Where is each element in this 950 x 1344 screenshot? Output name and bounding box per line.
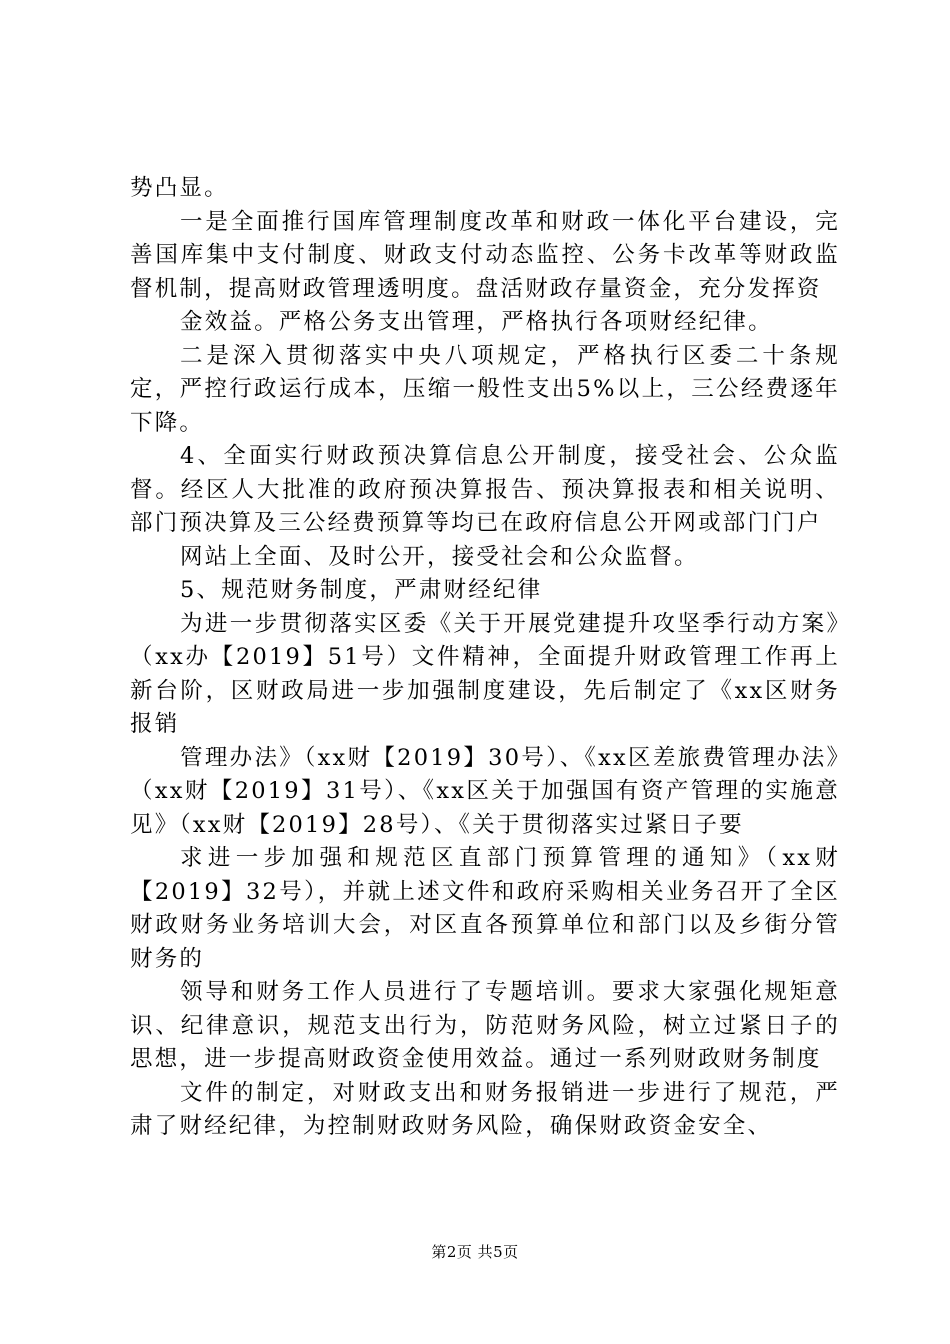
page-number-label: 第2页 共5页 <box>431 1243 519 1261</box>
paragraph-12: 文件的制定，对财政支出和财务报销进一步进行了规范，严肃了财经纪律，为控制财政财务风险，确保财政资金安全、 <box>130 1079 840 1139</box>
paragraph-10: 求进一步加强和规范区直部门预算管理的通知》（xx财【2019】32号），并就上述文件和政府采购相关业务召开了全区财政财务业务培训大会，对区直各预算单位和部门以及乡街分管财务的 <box>130 845 840 972</box>
paragraph-11: 领导和财务工作人员进行了专题培训。要求大家强化规矩意识、纪律意识，规范支出行为，防范财务风险，树立过紧日子的思想，进一步提高财政资金使用效益。通过一系列财政财务制度 <box>130 979 840 1072</box>
paragraph-6: 网站上全面、及时公开，接受社会和公众监督。 <box>180 543 699 570</box>
paragraph-1: 势凸显。 <box>130 175 229 201</box>
paragraph-9: 管理办法》（xx财【2019】30号）、《xx区差旅费管理办法》（xx财【2019】31号）、《xx区关于加强国有资产管理的实施意见》（xx财【2019】28号）、《关于贯彻落实过紧日子要 <box>130 744 840 838</box>
paragraph-8: 为进一步贯彻落实区委《关于开展党建提升攻坚季行动方案》（xx办【2019】51号）文件精神，全面提升财政管理工作再上新台阶，区财政局进一步加强制度建设，先后制定了《xx区财务报销 <box>130 610 840 737</box>
section-heading-5: 5、规范财务制度，严肃财经纪律 <box>180 577 543 603</box>
paragraph-5: 4、全面实行财政预决算信息公开制度，接受社会、公众监督。经区人大批准的政府预决算报告、预决算报表和相关说明、部门预决算及三公经费预算等均已在政府信息公开网或部门门户 <box>130 443 840 536</box>
page-footer <box>0 1242 950 1262</box>
paragraph-2: 一是全面推行国库管理制度改革和财政一体化平台建设，完善国库集中支付制度、财政支付动态监控、公务卡改革等财政监督机制，提高财政管理透明度。盘活财政存量资金，充分发挥资 <box>130 208 840 302</box>
document-body <box>130 172 840 1144</box>
paragraph-4: 二是深入贯彻落实中央八项规定，严格执行区委二十条规定，严控行政运行成本，压缩一般性支出5%以上，三公经费逐年下降。 <box>130 342 840 436</box>
paragraph-3: 金效益。严格公务支出管理，严格执行各项财经纪律。 <box>180 309 773 335</box>
